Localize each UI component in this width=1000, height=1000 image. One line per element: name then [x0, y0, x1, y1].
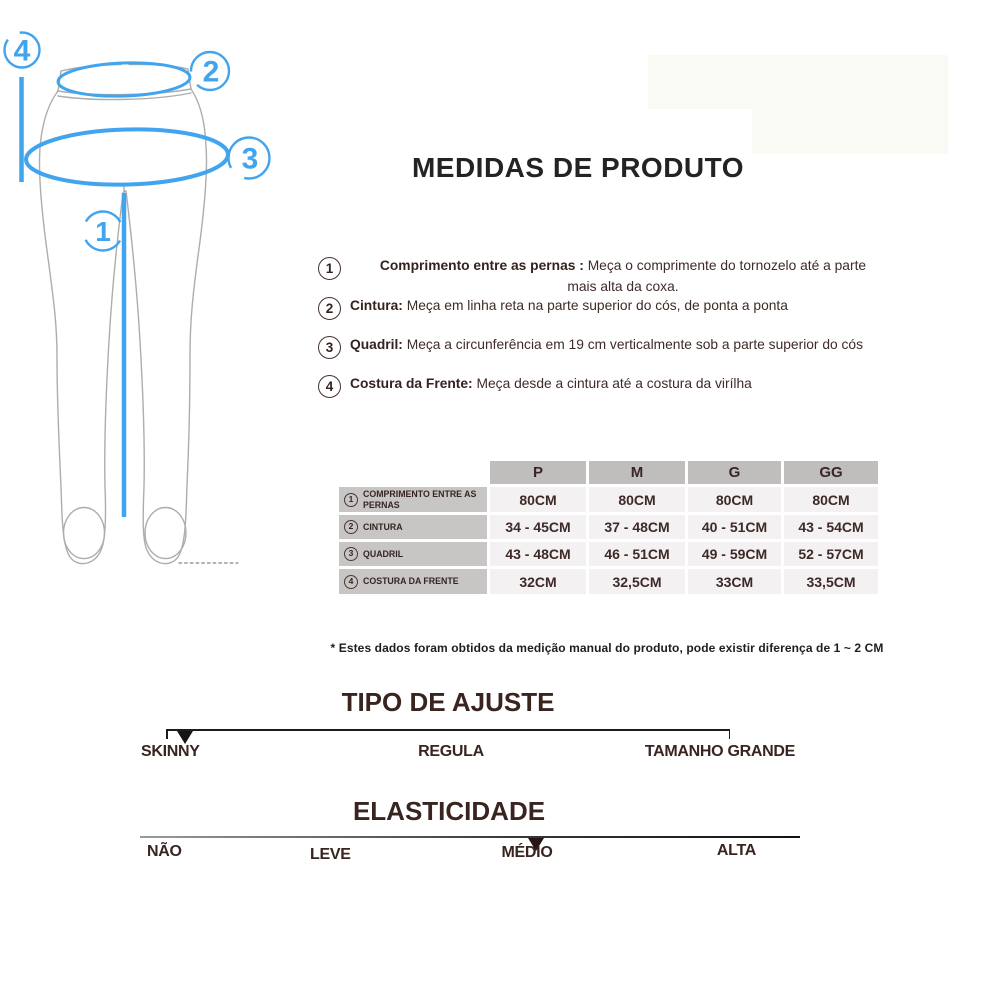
- instruction-description: Meça desde a cintura até a costura da virílha: [476, 376, 752, 391]
- table-cell: 40 - 51CM: [688, 515, 781, 539]
- measure-instruction-3: [318, 335, 863, 359]
- elasticity-scale-line: [140, 836, 800, 838]
- instruction-term: Cintura:: [350, 298, 403, 313]
- size-header-p: P: [490, 461, 586, 484]
- table-cell: 46 - 51CM: [589, 542, 685, 566]
- table-cell: 80CM: [490, 487, 586, 512]
- elasticity-title: ELASTICIDADE: [352, 796, 546, 826]
- instruction-number-badge: 1: [318, 257, 341, 280]
- size-header-gg: GG: [784, 461, 878, 484]
- callout-number-2: 2: [202, 55, 220, 89]
- instruction-term: Costura da Frente:: [350, 376, 473, 391]
- fit-label-skinny: SKINNY: [141, 743, 200, 760]
- table-corner-spacer: [339, 461, 487, 484]
- row-label-text: QUADRIL: [363, 548, 404, 559]
- table-cell: 52 - 57CM: [784, 542, 878, 566]
- row-number-badge: 1: [344, 493, 358, 507]
- callout-number-4: 4: [13, 34, 31, 68]
- row-number-badge: 3: [344, 547, 358, 561]
- instruction-number-badge: 3: [318, 336, 341, 359]
- row-label-text: COMPRIMENTO ENTRE AS PERNAS: [363, 489, 477, 510]
- fit-scale-left-tick: [166, 729, 168, 739]
- fit-label-regula: REGULA: [418, 743, 484, 760]
- faint-background-patch: [648, 55, 948, 109]
- elasticity-label-leve: LEVE: [310, 846, 351, 863]
- elasticity-label-nao: NÃO: [147, 843, 182, 860]
- instruction-description-line2: mais alta da coxa.: [567, 278, 679, 294]
- row-label-costura: [339, 569, 487, 594]
- fit-scale-line: [166, 729, 730, 731]
- elasticity-label-medio: MÉDIO: [501, 844, 553, 861]
- callout-number-1: 1: [95, 216, 111, 247]
- measure-annotations: [5, 33, 270, 518]
- measurement-disclaimer: * Estes dados foram obtidos da medição manual do produto, pode existir diferença de 1 ~ 2 CM: [330, 641, 884, 655]
- table-cell: 80CM: [589, 487, 685, 512]
- instruction-number-badge: 2: [318, 297, 341, 320]
- instruction-text: [350, 296, 788, 317]
- table-cell: 32CM: [490, 569, 586, 594]
- instruction-description: Meça a circunferência em 19 cm verticalmente sob a parte superior do cós: [406, 337, 864, 352]
- table-cell: 33CM: [688, 569, 781, 594]
- size-header-g: G: [688, 461, 781, 484]
- row-label-text: COSTURA DA FRENTE: [363, 576, 459, 587]
- measure-instruction-1: [318, 256, 896, 297]
- size-table: [339, 461, 878, 594]
- row-label-comprimento: [339, 487, 487, 512]
- page-title: MEDIDAS DE PRODUTO: [411, 152, 745, 183]
- table-cell: 80CM: [688, 487, 781, 512]
- faint-background-patch: [752, 108, 948, 154]
- elasticity-label-alta: ALTA: [716, 842, 756, 859]
- row-label-text: CINTURA: [363, 521, 403, 532]
- instruction-text: [350, 374, 752, 395]
- size-header-m: M: [589, 461, 685, 484]
- pants-diagram: [2, 0, 282, 600]
- callout-number-3: 3: [241, 142, 259, 176]
- instruction-term: Comprimento entre as pernas :: [379, 258, 584, 273]
- row-number-badge: 4: [344, 575, 358, 589]
- instruction-text: [350, 335, 863, 356]
- row-label-quadril: [339, 542, 487, 566]
- table-cell: 34 - 45CM: [490, 515, 586, 539]
- table-cell: 32,5CM: [589, 569, 685, 594]
- fit-type-title: TIPO DE AJUSTE: [341, 687, 555, 717]
- measure-instruction-4: [318, 374, 752, 398]
- table-cell: 80CM: [784, 487, 878, 512]
- table-cell: 43 - 54CM: [784, 515, 878, 539]
- fit-label-tamanho-grande: TAMANHO GRANDE: [644, 743, 795, 760]
- instruction-number-badge: 4: [318, 375, 341, 398]
- row-number-badge: 2: [344, 520, 358, 534]
- table-cell: 33,5CM: [784, 569, 878, 594]
- row-label-cintura: [339, 515, 487, 539]
- waist-measure-ellipse: [57, 61, 190, 99]
- table-cell: 37 - 48CM: [589, 515, 685, 539]
- fit-scale-right-tick: [729, 729, 731, 739]
- hip-measure-ellipse: [25, 127, 228, 187]
- table-cell: 43 - 48CM: [490, 542, 586, 566]
- instruction-description: Meça em linha reta na parte superior do cós, de ponta a ponta: [406, 298, 788, 313]
- instruction-description: Meça o comprimente do tornozelo até a parte: [587, 258, 867, 273]
- measure-instruction-2: [318, 296, 788, 320]
- table-cell: 49 - 59CM: [688, 542, 781, 566]
- instruction-term: Quadril:: [350, 337, 403, 352]
- instruction-text: [350, 256, 896, 297]
